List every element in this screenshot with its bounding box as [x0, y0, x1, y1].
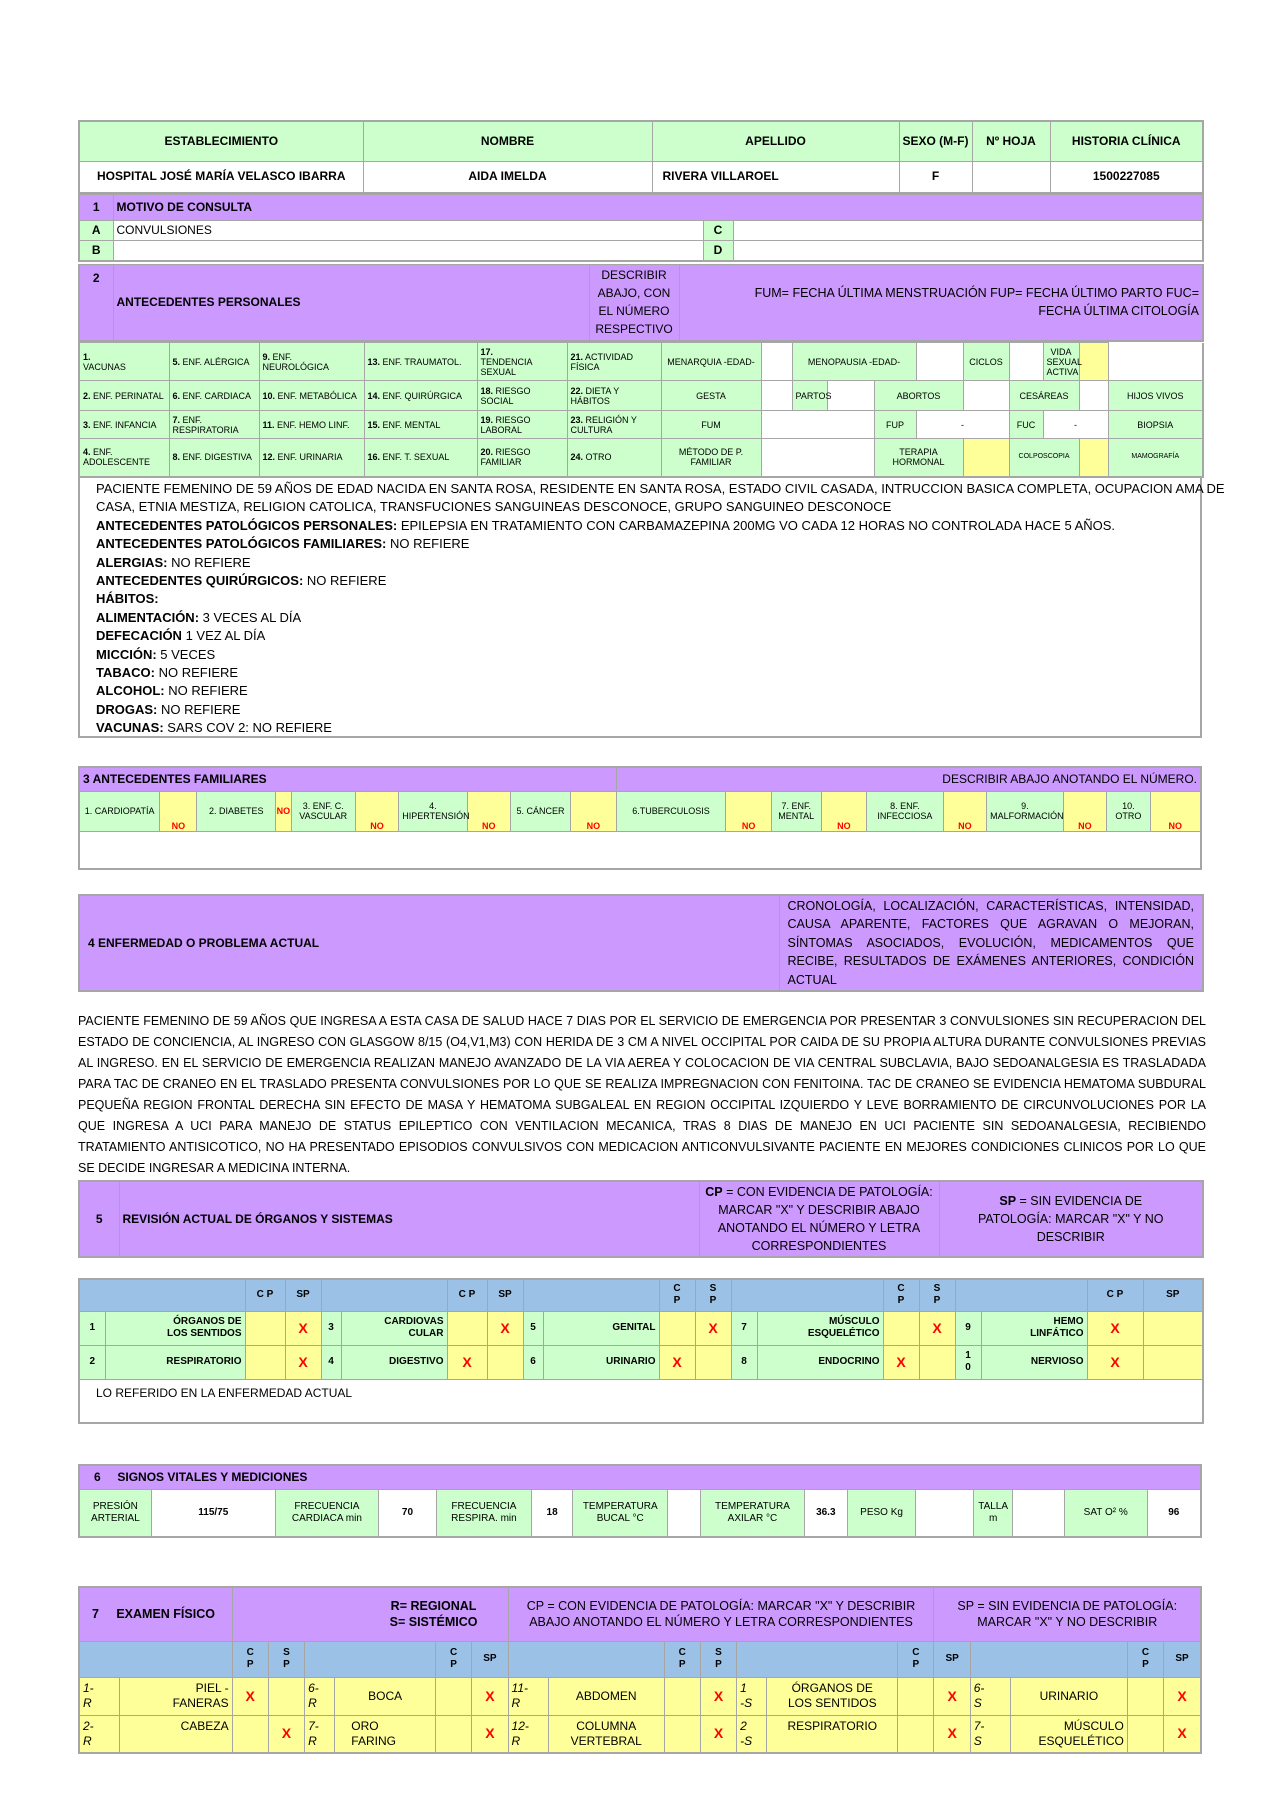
exam-cp[interactable]	[435, 1677, 471, 1715]
ap-item: 7. ENF. RESPIRATORIA	[169, 411, 259, 439]
fam-label: 9. MALFORMACIÓN	[987, 791, 1064, 831]
sexo-value: F	[899, 161, 972, 193]
examen-rs-note: R= REGIONAL S= SISTÉMICO	[232, 1587, 508, 1641]
vital-label: TALLA m	[974, 1489, 1013, 1537]
cp-header: C P	[232, 1641, 268, 1677]
personales-title: ANTECEDENTES PERSONALES	[113, 265, 589, 341]
ap-item: 2. ENF. PERINATAL	[79, 381, 169, 411]
organ-num: 4	[321, 1345, 341, 1379]
exam-num: 6- R	[305, 1677, 335, 1715]
organ-sp[interactable]	[695, 1345, 731, 1379]
organ-name: HEMO LINFÁTICO	[981, 1311, 1087, 1345]
ap-item: 14. ENF. QUIRÚRGICA	[364, 381, 477, 411]
familiares-describe: DESCRIBIR ABAJO ANOTANDO EL NÚMERO.	[616, 767, 1201, 791]
ap-item: 13. ENF. TRAUMATOL.	[364, 343, 477, 381]
exam-num: 12- R	[508, 1715, 548, 1753]
organ-cp[interactable]: X	[447, 1345, 487, 1379]
fam-value[interactable]: NO	[571, 791, 617, 831]
motivo-value[interactable]	[733, 221, 1203, 241]
vital-value[interactable]: 36.3	[804, 1489, 847, 1537]
ap-item: 11. ENF. HEMO LINF.	[259, 411, 364, 439]
menopausia-value[interactable]	[916, 343, 963, 381]
revision-table	[78, 1278, 1204, 1424]
vital-label: FRECUENCIA CARDIACA min	[275, 1489, 378, 1537]
vital-label: SAT O² %	[1064, 1489, 1147, 1537]
personales-grid	[78, 342, 1204, 478]
organ-cp[interactable]: X	[1087, 1311, 1143, 1345]
examen-table	[78, 1586, 1202, 1754]
personales-num: 2	[79, 265, 113, 341]
cesareas-label: CESÁREAS	[1009, 381, 1079, 411]
vital-label: TEMPERATURA BUCAL °C	[573, 1489, 668, 1537]
organ-cp[interactable]	[447, 1311, 487, 1345]
revision-cp-note: CP = CON EVIDENCIA DE PATOLOGÍA: MARCAR "X" Y DESCRIBIR ABAJO ANOTANDO EL NÚMERO Y LETRA CORRESPONDIENTES	[699, 1181, 939, 1257]
text-line: MICCIÓN: 5 VECES	[96, 646, 216, 662]
col-nombre: NOMBRE	[363, 121, 652, 161]
motivo-label: B	[79, 241, 113, 261]
revision-head-blank	[321, 1279, 447, 1311]
cp-header: C P	[1127, 1641, 1163, 1677]
exam-sp[interactable]: X	[472, 1715, 508, 1753]
motivo-table	[78, 194, 1204, 262]
sp-header: S P	[700, 1641, 736, 1677]
abortos-label: ABORTOS	[874, 381, 963, 411]
familiares-title: 3 ANTECEDENTES FAMILIARES	[79, 767, 616, 791]
signos-table	[78, 1464, 1202, 1538]
ap-item: 18. RIESGO SOCIAL	[477, 381, 567, 411]
ap-item: 23. RELIGIÓN Y CULTURA	[567, 411, 661, 439]
organ-cp[interactable]	[245, 1311, 285, 1345]
fam-label: 5. CÁNCER	[510, 791, 570, 831]
motivo-title: MOTIVO DE CONSULTA	[113, 195, 1203, 221]
exam-cp[interactable]	[664, 1715, 700, 1753]
vital-value[interactable]	[1013, 1489, 1065, 1537]
sp-header: SP	[487, 1279, 523, 1311]
fup-value[interactable]: -	[916, 411, 1009, 439]
hoja-value	[972, 161, 1050, 193]
exam-cp[interactable]	[664, 1677, 700, 1715]
ap-item: 17. TENDENCIA SEXUAL	[477, 343, 567, 381]
colposcopia-label: COLPOSCOPIA	[1009, 439, 1079, 477]
motivo-label: D	[703, 241, 733, 261]
organ-name: MÚSCULO ESQUELÉTICO	[757, 1311, 883, 1345]
exam-sp[interactable]: X	[934, 1715, 970, 1753]
examen-sp-note: SP = SIN EVIDENCIA DE PATOLOGÍA: MARCAR "X" Y NO DESCRIBIR	[934, 1587, 1201, 1641]
biopsia-label: BIOPSIA	[1108, 411, 1203, 439]
exam-cp[interactable]	[435, 1715, 471, 1753]
exam-num: 2- R	[79, 1715, 119, 1753]
exam-cp[interactable]: X	[232, 1677, 268, 1715]
examen-title: 7 EXAMEN FÍSICO	[79, 1587, 232, 1641]
organ-num: 6	[523, 1345, 543, 1379]
vital-label: PRESIÓN ARTERIAL	[79, 1489, 151, 1537]
cp-header: C P	[245, 1279, 285, 1311]
motivo-value[interactable]	[733, 241, 1203, 261]
exam-sp[interactable]: X	[934, 1677, 970, 1715]
examen-head-blank	[737, 1641, 898, 1677]
col-establecimiento: ESTABLECIMIENTO	[79, 121, 363, 161]
cp-header: C P	[659, 1279, 695, 1311]
examen-head-blank	[79, 1641, 232, 1677]
organ-cp[interactable]	[659, 1311, 695, 1345]
sp-header: S P	[919, 1279, 955, 1311]
ap-item: 15. ENF. MENTAL	[364, 411, 477, 439]
apellido-value: RIVERA VILLAROEL	[652, 161, 899, 193]
sp-header: SP	[285, 1279, 321, 1311]
vital-value[interactable]: 70	[379, 1489, 437, 1537]
exam-num: 7- R	[305, 1715, 335, 1753]
signos-title: 6 SIGNOS VITALES Y MEDICIONES	[79, 1465, 1201, 1489]
fum-note: FUM= FECHA ÚLTIMA MENSTRUACIÓN FUP= FECHA ÚLTIMO PARTO FUC= FECHA ÚLTIMA CITOLOGÍA	[679, 265, 1203, 341]
organ-cp[interactable]: X	[659, 1345, 695, 1379]
ap-item: 12. ENF. URINARIA	[259, 439, 364, 477]
text-line: ANTECEDENTES PATOLÓGICOS PERSONALES: EPILEPSIA EN TRATAMIENTO CON CARBAMAZEPINA 200MG VO CADA 12 HORAS NO CONTROLADA HACE 5 AÑOS.	[96, 517, 1116, 533]
organ-name: DIGESTIVO	[341, 1345, 447, 1379]
fam-value[interactable]: NO	[726, 791, 772, 831]
text-line: ANTECEDENTES PATOLÓGICOS FAMILIARES: NO REFIERE	[96, 536, 470, 552]
exam-name: MÚSCULO ESQUELÉTICO	[1011, 1715, 1128, 1753]
fam-value[interactable]: NO	[1063, 791, 1106, 831]
colposcopia-value[interactable]	[1079, 439, 1108, 477]
fam-label: 3. ENF. C. VASCULAR	[291, 791, 355, 831]
col-sexo: SEXO (M-F)	[899, 121, 972, 161]
exam-num: 11- R	[508, 1677, 548, 1715]
vital-value[interactable]: 96	[1147, 1489, 1201, 1537]
text-line: PACIENTE FEMENINO DE 59 AÑOS DE EDAD NACIDA EN SANTA ROSA, RESIDENTE EN SANTA ROSA, ESTADO CIVIL CASADA, INTRUCCION BASICA COMPLETA, OCUPACION AMA DE	[96, 481, 1225, 496]
metodo-label: MÉTODO DE P. FAMILIAR	[661, 439, 761, 477]
fup-label: FUP	[874, 411, 916, 439]
sp-header: S P	[268, 1641, 304, 1677]
exam-cp[interactable]	[1127, 1677, 1163, 1715]
revision-head-blank	[79, 1279, 245, 1311]
text-line: HÁBITOS:	[96, 591, 159, 607]
exam-num: 6- S	[970, 1677, 1010, 1715]
exam-num: 2 -S	[737, 1715, 767, 1753]
organ-num: 2	[79, 1345, 105, 1379]
fam-label: 4. HIPERTENSIÓN	[399, 791, 467, 831]
exam-num: 1- R	[79, 1677, 119, 1715]
organ-name: GENITAL	[543, 1311, 659, 1345]
ap-item: 5. ENF. ALÉRGICA	[169, 343, 259, 381]
organ-sp[interactable]: X	[285, 1311, 321, 1345]
ap-item: 3. ENF. INFANCIA	[79, 411, 169, 439]
text-line: ALERGIAS: NO REFIERE	[96, 554, 251, 570]
metodo-value[interactable]	[761, 439, 874, 477]
revision-sp-note: SP = SIN EVIDENCIA DE PATOLOGÍA: MARCAR "X" Y NO DESCRIBIR	[939, 1181, 1203, 1257]
partos-label: PARTOS	[792, 381, 827, 411]
exam-cp[interactable]	[232, 1715, 268, 1753]
exam-cp[interactable]	[898, 1715, 934, 1753]
exam-num: 1 -S	[737, 1677, 767, 1715]
personales-text	[78, 476, 1225, 738]
organ-num: 3	[321, 1311, 341, 1345]
terapia-value[interactable]	[963, 439, 1009, 477]
organ-num: 5	[523, 1311, 543, 1345]
exam-name: PIEL - FANERAS	[119, 1677, 232, 1715]
ap-item: 4. ENF. ADOLESCENTE	[79, 439, 169, 477]
organ-num: 9	[955, 1311, 981, 1345]
exam-sp[interactable]	[268, 1677, 304, 1715]
fam-value[interactable]: NO	[276, 791, 292, 831]
exam-name: ORO FARING	[335, 1715, 436, 1753]
enfermedad-title: 4 ENFERMEDAD O PROBLEMA ACTUAL	[79, 895, 779, 991]
col-historia: HISTORIA CLÍNICA	[1050, 121, 1203, 161]
fum-label: FUM	[661, 411, 761, 439]
exam-name: ABDOMEN	[548, 1677, 664, 1715]
vital-value[interactable]: 18	[531, 1489, 572, 1537]
cp-header: C P	[883, 1279, 919, 1311]
fam-value[interactable]: NO	[1150, 791, 1201, 831]
organ-num: 7	[731, 1311, 757, 1345]
exam-num: 7- S	[970, 1715, 1010, 1753]
organ-num: 8	[731, 1345, 757, 1379]
organ-name: RESPIRATORIO	[105, 1345, 245, 1379]
fam-value[interactable]: NO	[467, 791, 510, 831]
personales-header	[78, 264, 1204, 342]
vida-sexual-label: VIDA SEXUAL ACTIVA	[1043, 343, 1079, 381]
fam-value[interactable]: NO	[355, 791, 398, 831]
organ-name: NERVIOSO	[981, 1345, 1087, 1379]
text-line: DROGAS: NO REFIERE	[96, 701, 241, 717]
vital-label: PESO Kg	[847, 1489, 915, 1537]
organ-sp[interactable]: X	[695, 1311, 731, 1345]
cp-header: C P	[435, 1641, 471, 1677]
fam-label: 6.TUBERCULOSIS	[616, 791, 726, 831]
fum-value[interactable]	[761, 411, 874, 439]
organ-sp[interactable]: X	[919, 1311, 955, 1345]
ap-item: 9. ENF. NEUROLÓGICA	[259, 343, 364, 381]
ap-item: 10. ENF. METABÓLICA	[259, 381, 364, 411]
ciclos-label: CICLOS	[963, 343, 1009, 381]
cesareas-value[interactable]	[1079, 381, 1108, 411]
revision-header	[78, 1180, 1204, 1258]
gesta-label: GESTA	[661, 381, 761, 411]
personales-describe: DESCRIBIR ABAJO, CON EL NÚMERO RESPECTIVO	[589, 265, 679, 341]
vida-sexual-value[interactable]	[1079, 343, 1108, 381]
organ-sp[interactable]	[1143, 1345, 1203, 1379]
organ-name: ÓRGANOS DE LOS SENTIDOS	[105, 1311, 245, 1345]
motivo-label: A	[79, 221, 113, 241]
exam-sp[interactable]: X	[700, 1715, 736, 1753]
cp-header: C P	[898, 1641, 934, 1677]
fam-label: 1. CARDIOPATÍA	[79, 791, 160, 831]
vital-label: TEMPERATURA AXILAR °C	[701, 1489, 804, 1537]
organ-sp[interactable]	[919, 1345, 955, 1379]
exam-name: BOCA	[335, 1677, 436, 1715]
examen-head-blank	[305, 1641, 436, 1677]
revision-title: REVISIÓN ACTUAL DE ÓRGANOS Y SISTEMAS	[119, 1181, 699, 1257]
organ-name: URINARIO	[543, 1345, 659, 1379]
enfermedad-text: PACIENTE FEMENINO DE 59 AÑOS QUE INGRESA A ESTA CASA DE SALUD HACE 7 DIAS POR EL SERVICIO DE EMERGENCIA POR PRESENTAR 3 CONVULSIONES SIN RECUPERACION DEL ESTADO DE CONCIENCIA, AL INGRESO CON GLASGOW 8/15 (O4,V1,M3) CON HERIDA DE 3 CM A NIVEL OCCIPITAL POR CAIDA DE SU PROPIA ALTURA DURANTE CONVULSIONES PREVIAS AL INGRESO. EN EL SERVICIO DE EMERGENCIA REALIZAN MANEJO AVANZADO DE LA VIA AEREA Y COLOCACION DE VIA CENTRAL SUBCLAVIA, BAJO SEDOANALGESIA ES TRASLADADA PARA TAC DE CRANEO EN EL TRASLADO PRESENTA CONVULSIONES POR LO QUE SE REALIZA IMPREGNACION CON FENITOINA. TAC DE CRANEO SE EVIDENCIA HEMATOMA SUBDURAL PEQUEÑA REGION FRONTAL DERECHA SIN EFECTO DE MASA Y HEMATOMA SUBGALEAL EN REGION OCCIPITAL IZQUIERDO Y LEVE BORRAMIENTO DE CIRCUNVOLUCIONES POR LA QUE INGRESA A UCI PARA MANEJO DE STATUS EPILEPTICO CON VENTILACION MECANICA, TRAS 8 DIAS DE MANEJO EN UCI PACIENTE SIN SEDOANALGESIA, RECIBIENDO TRATAMIENTO ANTISICOTICO, NO HA PRESENTADO EPISODIOS CONVULSIVOS CON MEDICACION ANTICONVULSIVANTE PACIENTE EN MEJORES CONDICIONES CLINICOS POR LO QUE SE DECIDE INGRESAR A MEDICINA INTERNA.	[78, 1014, 1206, 1175]
organ-sp[interactable]: X	[487, 1311, 523, 1345]
vital-value[interactable]: 115/75	[151, 1489, 275, 1537]
ap-item: 22. DIETA Y HÁBITOS	[567, 381, 661, 411]
menarquia-value[interactable]	[761, 343, 792, 381]
ap-item: 16. ENF. T. SEXUAL	[364, 439, 477, 477]
fam-label: 8. ENF. INFECCIOSA	[867, 791, 944, 831]
col-apellido: APELLIDO	[652, 121, 899, 161]
text-line: ALIMENTACIÓN: 3 VECES AL DÍA	[96, 609, 302, 625]
fam-label: 7. ENF. MENTAL	[771, 791, 821, 831]
organ-name: CARDIOVASCULAR	[341, 1311, 447, 1345]
enfermedad-header	[78, 894, 1204, 992]
text-line: ANTECEDENTES QUIRÚRGICOS: NO REFIERE	[96, 573, 387, 589]
revision-head-blank	[955, 1279, 1087, 1311]
organ-num: 1	[79, 1311, 105, 1345]
exam-cp[interactable]	[1127, 1715, 1163, 1753]
revision-note[interactable]: LO REFERIDO EN LA ENFERMEDAD ACTUAL	[79, 1379, 1203, 1423]
sp-header: SP	[1143, 1279, 1203, 1311]
familiares-table	[78, 766, 1202, 870]
exam-sp[interactable]: X	[700, 1677, 736, 1715]
text-line: DEFECACIÓN 1 VEZ AL DÍA	[96, 628, 266, 644]
organ-cp[interactable]	[245, 1345, 285, 1379]
vital-label: FRECUENCIA RESPIRA. min	[436, 1489, 531, 1537]
revision-head-blank	[731, 1279, 883, 1311]
fam-value[interactable]: NO	[160, 791, 197, 831]
motivo-value[interactable]	[113, 241, 703, 261]
text-line: ALCOHOL: NO REFIERE	[96, 683, 248, 699]
exam-cp[interactable]	[898, 1677, 934, 1715]
text-line: CASA, ETNIA MESTIZA, RELIGION CATOLICA, TRANSFUCIONES SANGUINEAS DESCONOCE, GRUPO SANGUINEO DESCONOCE	[96, 499, 892, 515]
exam-sp[interactable]: X	[268, 1715, 304, 1753]
vital-value[interactable]	[916, 1489, 974, 1537]
ciclos-value[interactable]	[1009, 343, 1043, 381]
examen-cp-note: CP = CON EVIDENCIA DE PATOLOGÍA: MARCAR "X" Y DESCRIBIR ABAJO ANOTANDO EL NÚMERO Y LETRA CORRESPONDIENTES	[508, 1587, 934, 1641]
organ-num: 10	[955, 1345, 981, 1379]
cp-header: C P	[447, 1279, 487, 1311]
fam-value[interactable]: NO	[821, 791, 867, 831]
ap-item: 24. OTRO	[567, 439, 661, 477]
gesta-value[interactable]	[761, 381, 792, 411]
ap-item: 20. RIESGO FAMILIAR	[477, 439, 567, 477]
ap-item: 19. RIESGO LABORAL	[477, 411, 567, 439]
fam-label: 10. OTRO	[1107, 791, 1150, 831]
establecimiento-value: HOSPITAL JOSÉ MARÍA VELASCO IBARRA	[79, 161, 363, 193]
menopausia-label: MENOPAUSIA -EDAD-	[792, 343, 916, 381]
examen-head-blank	[970, 1641, 1127, 1677]
exam-name: COLUMNA VERTEBRAL	[548, 1715, 664, 1753]
ap-item: 1. VACUNAS	[79, 343, 169, 381]
ap-item: 8. ENF. DIGESTIVA	[169, 439, 259, 477]
fuc-label: FUC	[1009, 411, 1043, 439]
exam-name: URINARIO	[1011, 1677, 1128, 1715]
motivo-label: C	[703, 221, 733, 241]
sp-header: SP	[1164, 1641, 1201, 1677]
enfermedad-describe: CRONOLOGÍA, LOCALIZACIÓN, CARACTERÍSTICAS, INTENSIDAD, CAUSA APARENTE, FACTORES QUE AGRAVAN O MEJORAN, SÍNTOMAS ASOCIADOS, EVOLUCIÓN, MEDICAMENTOS QUE RECIBE, RESULTADOS DE EXÁMENES ANTERIORES, CONDICIÓN ACTUAL	[779, 895, 1203, 991]
exam-sp[interactable]: X	[1164, 1677, 1201, 1715]
ap-item: 21. ACTIVIDAD FÍSICA	[567, 343, 661, 381]
organ-cp[interactable]	[883, 1311, 919, 1345]
organ-cp[interactable]: X	[883, 1345, 919, 1379]
partos-value[interactable]	[827, 381, 874, 411]
col-hoja: Nº HOJA	[972, 121, 1050, 161]
fam-value[interactable]: NO	[943, 791, 986, 831]
hijos-vivos-label: HIJOS VIVOS	[1108, 381, 1203, 411]
sp-header: SP	[934, 1641, 970, 1677]
menarquia-label: MENARQUIA -EDAD-	[661, 343, 761, 381]
text-line: TABACO: NO REFIERE	[96, 665, 239, 681]
examen-head-blank	[508, 1641, 664, 1677]
organ-sp[interactable]	[487, 1345, 523, 1379]
text-line: VACUNAS: SARS COV 2: NO REFIERE	[96, 720, 332, 736]
sp-header: SP	[472, 1641, 508, 1677]
abortos-value[interactable]	[963, 381, 1009, 411]
terapia-label: TERAPIA HORMONAL	[874, 439, 963, 477]
mamografia-label: MAMOGRAFÍA	[1108, 439, 1203, 477]
exam-sp[interactable]: X	[472, 1677, 508, 1715]
vital-value[interactable]	[668, 1489, 701, 1537]
historia-value: 1500227085	[1050, 161, 1203, 193]
ap-item: 6. ENF. CARDIACA	[169, 381, 259, 411]
exam-name: ÓRGANOS DE LOS SENTIDOS	[767, 1677, 898, 1715]
motivo-value[interactable]: CONVULSIONES	[113, 221, 703, 241]
revision-num: 5	[79, 1181, 119, 1257]
sp-header: S P	[695, 1279, 731, 1311]
motivo-num: 1	[79, 195, 113, 221]
cp-header: C P	[1087, 1279, 1143, 1311]
familiares-notes[interactable]	[79, 831, 1201, 869]
organ-name: ENDOCRINO	[757, 1345, 883, 1379]
organ-sp[interactable]	[1143, 1311, 1203, 1345]
fam-label: 2. DIABETES	[197, 791, 276, 831]
fuc-value[interactable]: -	[1043, 411, 1108, 439]
organ-cp[interactable]: X	[1087, 1345, 1143, 1379]
revision-head-blank	[523, 1279, 659, 1311]
exam-sp[interactable]: X	[1164, 1715, 1201, 1753]
header-table	[78, 120, 1204, 194]
exam-name: RESPIRATORIO	[767, 1715, 898, 1753]
organ-sp[interactable]: X	[285, 1345, 321, 1379]
cp-header: C P	[664, 1641, 700, 1677]
exam-name: CABEZA	[119, 1715, 232, 1753]
nombre-value: AIDA IMELDA	[363, 161, 652, 193]
